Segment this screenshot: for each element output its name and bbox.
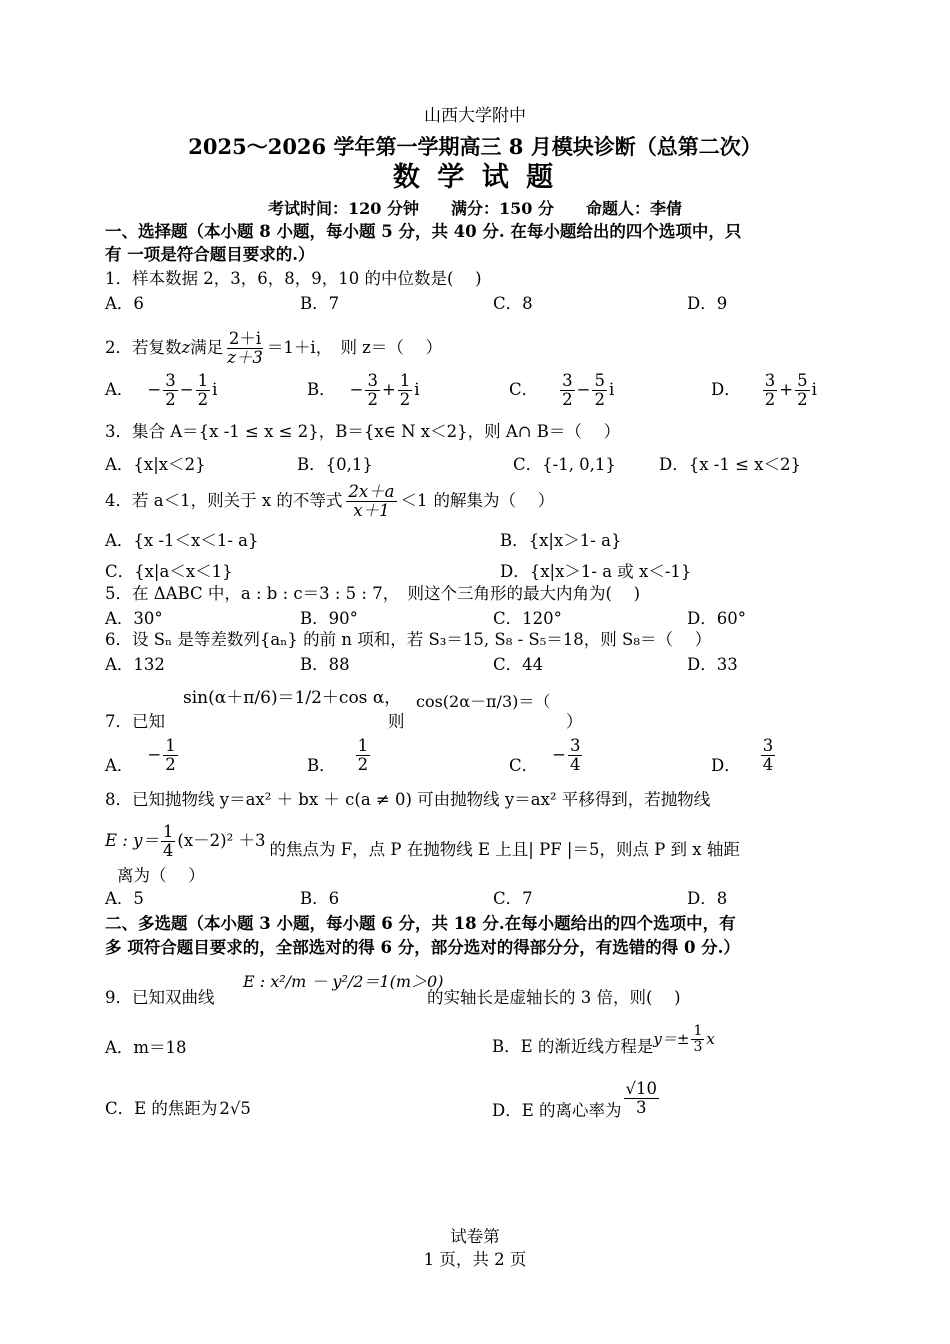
q3-option-d: D．{x -1 ≤ x＜2} [659, 455, 801, 474]
q8-option-a: A．5 [105, 889, 144, 908]
q9-option-b: B．E 的渐近线方程是 y＝± $\frac{1}{3}$ x [492, 1022, 715, 1057]
section1-heading-line1: 一、选择题（本小题 8 小题，每小题 5 分，共 40 分. 在每小题给出的四个选项中，只 [105, 222, 742, 241]
q1-option-a: A．6 [105, 294, 144, 313]
section1-heading-line2: 有 一项是符合题目要求的.） [105, 245, 315, 264]
school-name: 山西大学附中 [424, 106, 526, 126]
q7-condition: sin(α＋π/6)＝1/2＋cos α， [183, 688, 402, 708]
q9-option-c: C．E 的焦距为 2√5 [105, 1099, 251, 1118]
q4-stem: 4．若 a＜1，则关于 x 的不等式 $\frac{2x+a}{x+1}$ ＜1 的解集为（ ） [105, 482, 555, 520]
q6-option-c: C．44 [493, 655, 544, 674]
q7-label: 7．已知 [105, 712, 165, 731]
q6-option-a: A．132 [105, 655, 165, 674]
exam-title: 2025～2026 学年第一学期高三 8 月模块诊断（总第二次） [188, 134, 762, 159]
q4-option-c: C．{x|a＜x＜1} [105, 562, 233, 581]
q5-stem: 5．在 ΔABC 中，a : b : c＝3 : 5 : 7， 则这个三角形的最大内角为( ) [105, 584, 641, 603]
q6-option-d: D．33 [687, 655, 738, 674]
q6-stem: 6．设 Sₙ 是等差数列{aₙ} 的前 n 项和，若 S₃＝15, S₈ - S₅＝18，则 S₈＝（ ） [105, 630, 712, 649]
q5-option-a: A．30° [105, 609, 163, 628]
q8-line2: E : y＝ $\frac{1}{4}$ (x－2)² ＋3 的焦点为 F，点 P 在抛物线 E 上且| PF |＝5，则点 P 到 x 轴距 [105, 822, 740, 860]
q9-option-d: D．E 的离心率为 $\frac{√10}{3}$ [492, 1079, 658, 1121]
q8-option-c: C．7 [493, 889, 533, 908]
q7-ask: cos(2α－π/3)＝（ [416, 692, 551, 711]
q2-stem: 2．若复数 z 满足 $\frac{2+i}{z+3}$ ＝1＋i ， 则 z＝（ ） [105, 329, 443, 367]
q7-option-a: A． − $\frac{1}{2}$ [105, 736, 176, 776]
q1-stem: 1．样本数据 2，3，6，8，9，10 的中位数是( ) [105, 269, 482, 288]
q7-option-c: C． − $\frac{3}{4}$ [509, 736, 581, 776]
q2-option-d: D． $\frac{3}{2}$ + $\frac{5}{2}$ i [711, 371, 817, 409]
section2-heading-line2: 多 项符合题目要求的，全部选对的得 6 分，部分选对的得部分分，有选错的得 0 分.） [105, 938, 740, 957]
q2-option-a: A． − $\frac{3}{2}$ − $\frac{1}{2}$ i [105, 371, 218, 409]
q9-option-a: A．m＝18 [105, 1038, 187, 1057]
q9-equation: E : x²/m － y²/2＝1(m＞0) [243, 972, 444, 991]
q4-option-b: B．{x|x＞1- a} [500, 531, 622, 550]
q8-line3: 离为（ ） [117, 866, 205, 885]
q4-option-a: A．{x -1＜x＜1- a} [105, 531, 259, 550]
q4-option-d: D．{x|x＞1- a 或 x＜-1} [500, 562, 692, 581]
q3-option-b: B．{0,1} [297, 455, 373, 474]
q1-option-b: B．7 [300, 294, 340, 313]
q7-close: ） [566, 712, 583, 731]
q2-option-c: C． $\frac{3}{2}$ − $\frac{5}{2}$ i [509, 371, 615, 409]
q5-option-b: B．90° [300, 609, 358, 628]
q1-option-d: D．9 [687, 294, 728, 313]
q5-option-c: C．120° [493, 609, 562, 628]
footer-line1: 试卷第 [450, 1227, 500, 1246]
q3-option-c: C．{-1, 0,1} [513, 455, 616, 474]
q1-option-c: C．8 [493, 294, 533, 313]
q7-option-b: B． $\frac{1}{2}$ [307, 736, 369, 776]
q8-option-b: B．6 [300, 889, 340, 908]
q9-label: 9．已知双曲线 [105, 988, 215, 1007]
q7-then: 则 [388, 712, 405, 731]
exam-info: 考试时间：120 分钟 满分：150 分 命题人：李倩 [268, 199, 682, 218]
subject-title: 数 学 试 题 [392, 162, 558, 193]
q3-option-a: A．{x|x＜2} [105, 455, 206, 474]
footer-page-count: 1 页，共 2 页 [423, 1250, 527, 1269]
q6-option-b: B．88 [300, 655, 350, 674]
q2-option-b: B． − $\frac{3}{2}$ + $\frac{1}{2}$ i [307, 371, 420, 409]
section2-heading-line1: 二、多选题（本小题 3 小题，每小题 6 分，共 18 分.在每小题给出的四个选项中，有 [105, 914, 736, 933]
q8-option-d: D．8 [687, 889, 728, 908]
q7-option-d: D． $\frac{3}{4}$ [711, 736, 774, 776]
q3-stem: 3．集合 A＝{x -1 ≤ x ≤ 2}，B＝{x∈ N x＜2}，则 A∩ B＝（ ） [105, 422, 621, 441]
q5-option-d: D．60° [687, 609, 746, 628]
q9-post: 的实轴长是虚轴长的 3 倍，则( ) [427, 988, 681, 1007]
q8-line1: 8．已知抛物线 y＝ax² ＋ bx ＋ c(a ≠ 0) 可由抛物线 y＝ax² 平移得到，若抛物线 [105, 790, 711, 809]
